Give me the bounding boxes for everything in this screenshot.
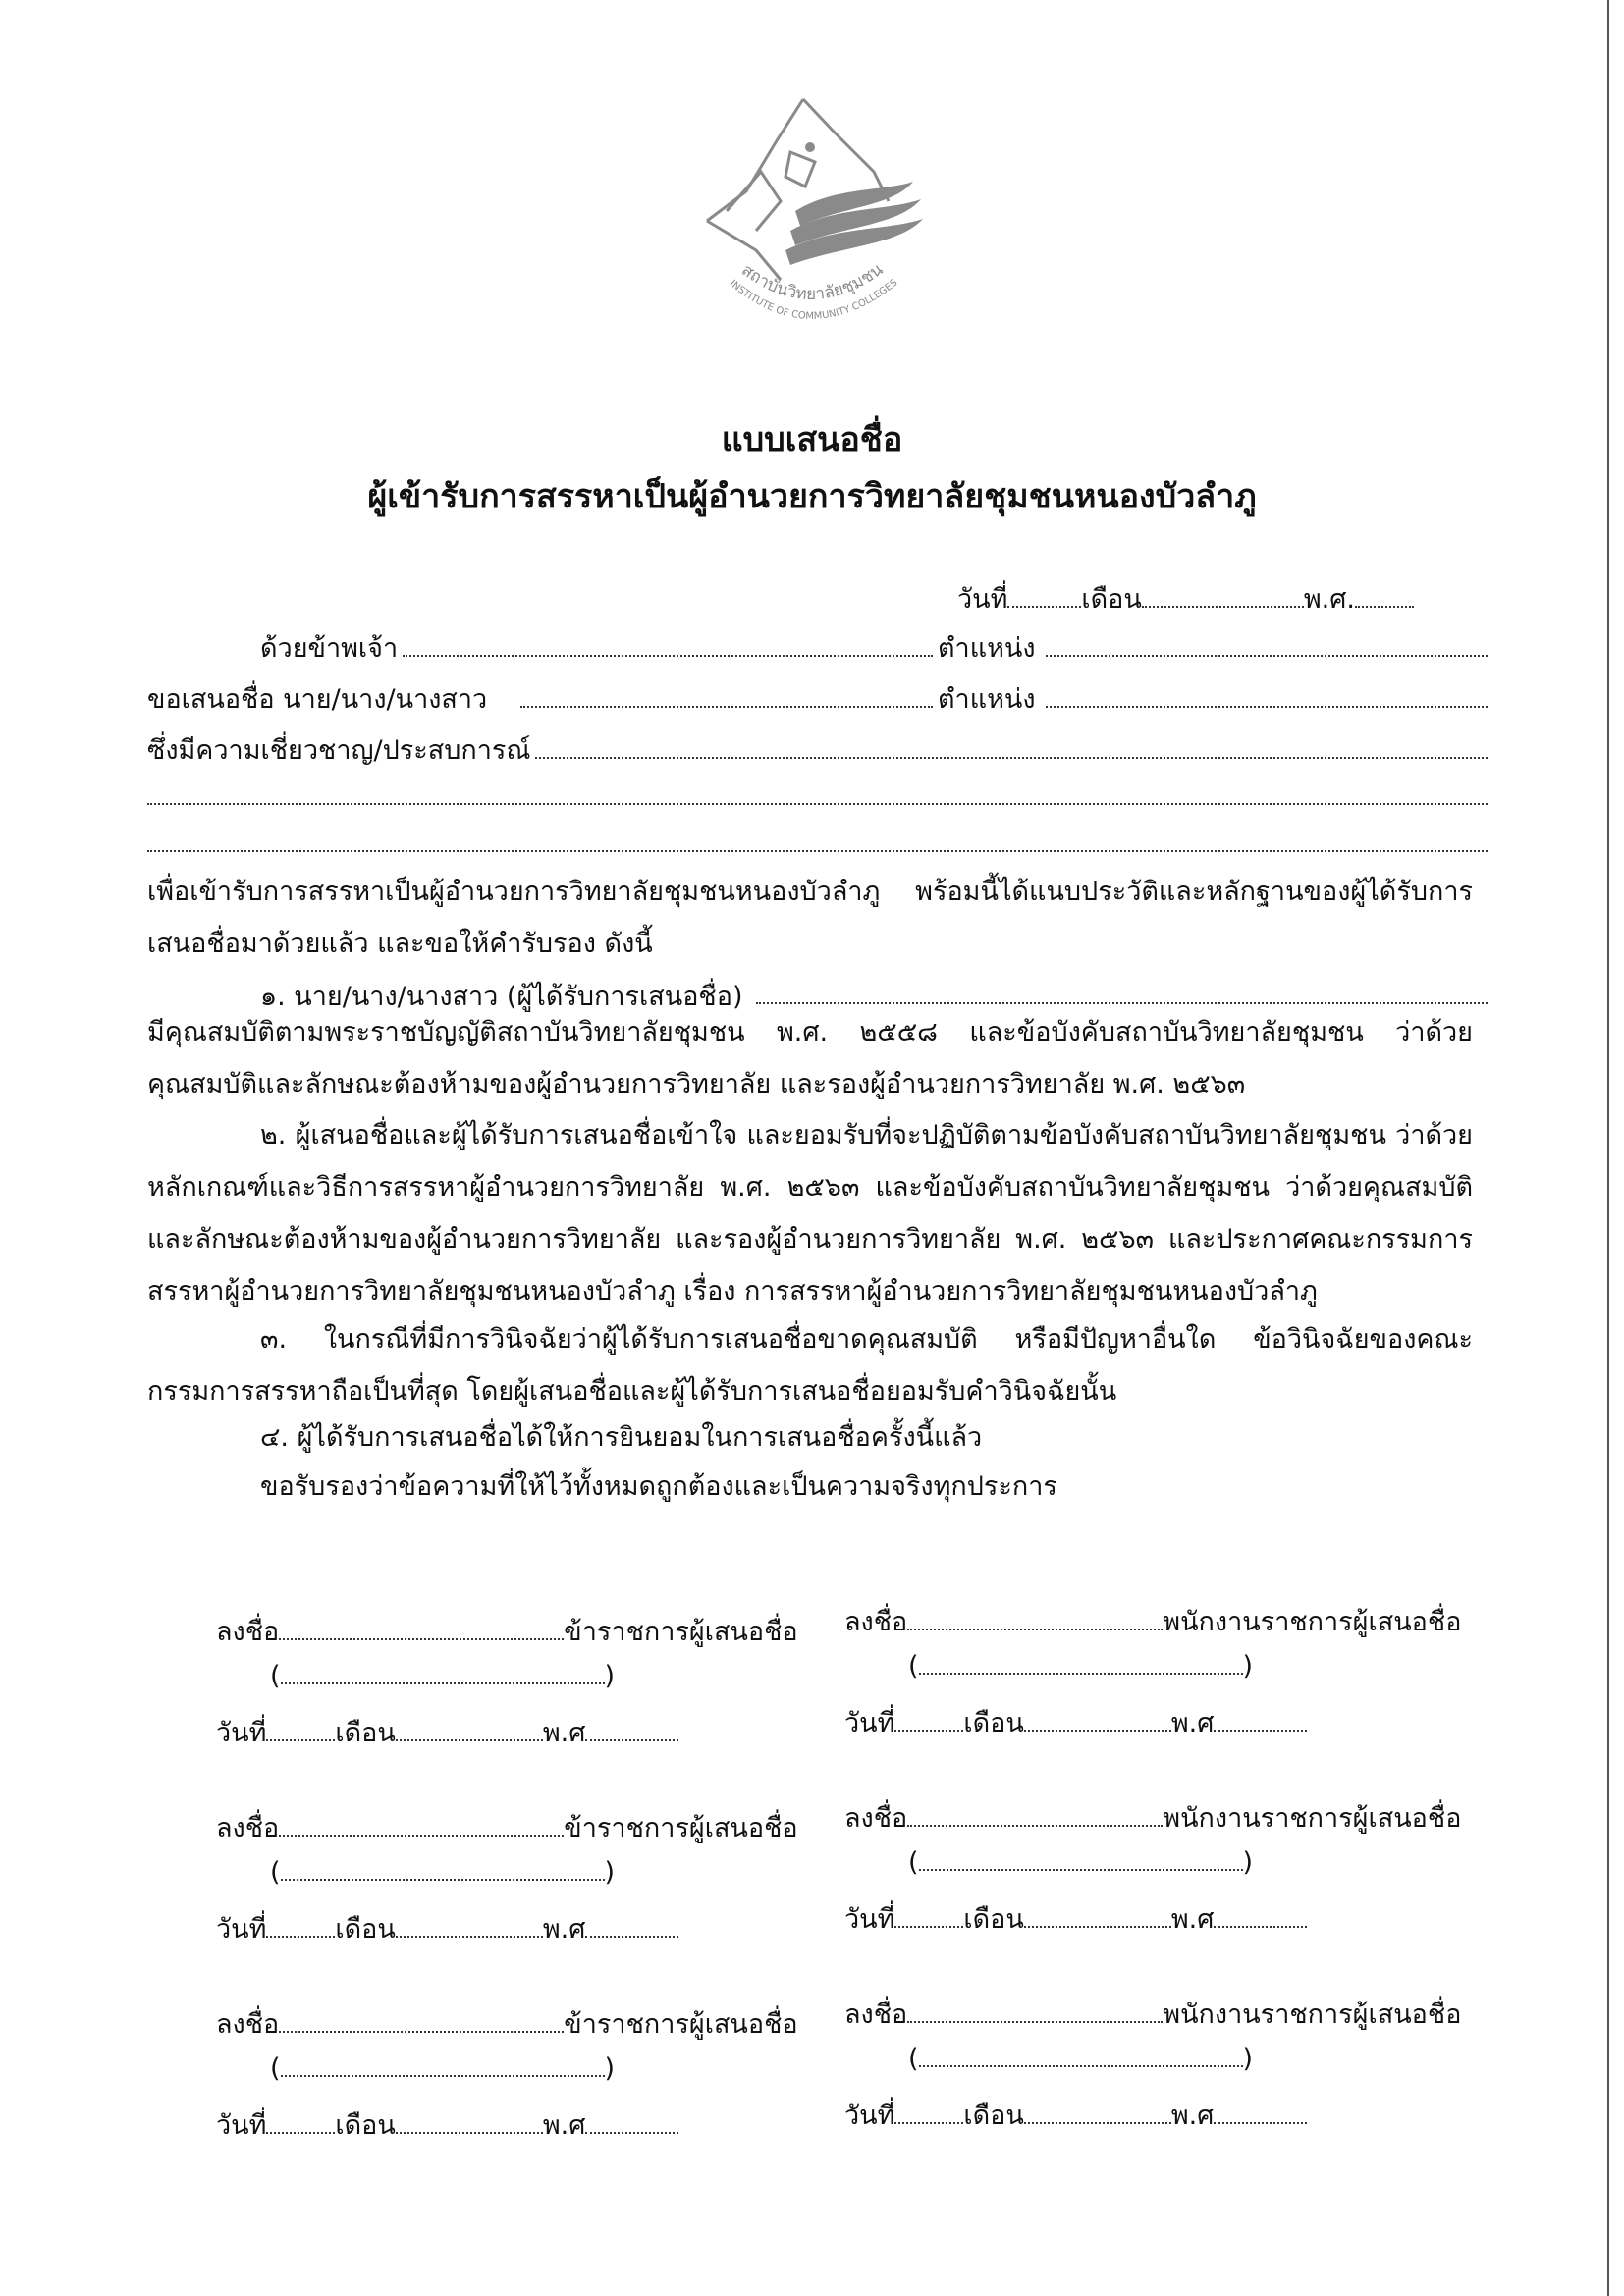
signer-role: พนักงานราชการผู้เสนอชื่อ (1163, 1607, 1462, 1637)
printed-name-field[interactable] (281, 1682, 605, 1684)
sig-year-field[interactable] (585, 2131, 678, 2134)
sign-label: ลงชื่อ (216, 1617, 280, 1647)
sig-month-field[interactable] (1024, 1729, 1171, 1732)
date-year-field[interactable] (1355, 605, 1414, 608)
purpose-paragraph: เพื่อเข้ารับการสรรหาเป็นผู้อำนวยการวิทยาลัยชุมชนหนองบัวลำภู พร้อมนี้ได้แนบประวัติและหลักฐานของผู้ได้รับการเสนอชื่อมาด้วยแล้ว และขอให้คำรับรอง ดังนี้ (147, 877, 1473, 959)
college-emblem-icon (687, 93, 933, 339)
sign-label: ลงชื่อ (216, 1813, 280, 1843)
item1-text: มีคุณสมบัติตามพระราชบัญญัติสถาบันวิทยาลัยชุมชน พ.ศ. ๒๕๕๘ และข้อบังคับสถาบันวิทยาลัยชุมชน ว่าด้วยคุณสมบัติและลักษณะต้องห้ามของผู้อำนวยการวิทยาลัย และรองผู้อำนวยการวิทยาลัย พ.ศ. ๒๕๖๓ (147, 1017, 1473, 1099)
sign-label: ลงชื่อ (844, 1803, 908, 1834)
sig-day-field[interactable] (894, 2121, 963, 2124)
signer-role: พนักงานราชการผู้เสนอชื่อ (1163, 1803, 1462, 1834)
signature-field[interactable] (279, 2030, 564, 2033)
sig-year-field[interactable] (1214, 1729, 1307, 1732)
sig-month-field[interactable] (396, 1935, 543, 1938)
date-year-label: พ.ศ. (1303, 584, 1355, 614)
svg-text:INSTITUTE OF COMMUNITY COLLEGE: INSTITUTE OF COMMUNITY COLLEGES (727, 277, 900, 323)
nominee-field[interactable] (520, 706, 933, 708)
sign-label: ลงชื่อ (844, 2000, 908, 2030)
proposer-field[interactable] (403, 655, 933, 657)
sig-day-field[interactable] (266, 2131, 335, 2134)
sign-label: ลงชื่อ (844, 1607, 908, 1637)
expertise-field-1[interactable] (535, 757, 1488, 759)
printed-name-field[interactable] (919, 1868, 1243, 1871)
sig-month-field[interactable] (396, 1738, 543, 1741)
sig-year-field[interactable] (585, 1738, 678, 1741)
signer-role: ข้าราชการผู้เสนอชื่อ (564, 2009, 798, 2040)
date-month-field[interactable] (1142, 605, 1304, 608)
position-field-2[interactable] (1046, 706, 1488, 708)
sig-year-field[interactable] (1214, 1925, 1307, 1928)
printed-name-field[interactable] (919, 2064, 1243, 2067)
printed-name-field[interactable] (919, 1672, 1243, 1675)
signer-role: ข้าราชการผู้เสนอชื่อ (564, 1617, 798, 1647)
printed-name-field[interactable] (281, 1878, 605, 1881)
item3-text: ๓. ในกรณีที่มีการวินิจฉัยว่าผู้ได้รับการเสนอชื่อขาดคุณสมบัติ หรือมีปัญหาอื่นใด ข้อวินิจฉัยของคณะกรรมการสรรหาถือเป็นที่สุด โดยผู้เสนอชื่อและผู้ได้รับการเสนอชื่อยอมรับคำวินิจฉัยนั้น (147, 1324, 1473, 1407)
date-month-label: เดือน (1081, 584, 1142, 614)
date-day-label: วันที่ (957, 584, 1008, 614)
form-title: แบบเสนอชื่อ (721, 420, 903, 459)
certify-text: ขอรับรองว่าข้อความที่ให้ไว้ทั้งหมดถูกต้องและเป็นความจริงทุกประการ (260, 1471, 1057, 1502)
position-field-1[interactable] (1046, 655, 1488, 657)
nominee-label: ขอเสนอชื่อ นาย/นาง/นางสาว (147, 684, 488, 715)
sig-month-field[interactable] (396, 2131, 543, 2134)
sig-month-field[interactable] (1024, 1925, 1171, 1928)
nominee-name-field[interactable] (756, 1002, 1488, 1004)
item1-label: ๑. นาย/นาง/นางสาว (ผู้ได้รับการเสนอชื่อ) (260, 982, 743, 1012)
sig-day-field[interactable] (894, 1729, 963, 1732)
expertise-label: ซึ่งมีความเชี่ยวชาญ/ประสบการณ์ (147, 735, 531, 766)
date-line (957, 577, 1414, 619)
sig-day-field[interactable] (894, 1925, 963, 1928)
sig-year-field[interactable] (1214, 2121, 1307, 2124)
sig-month-field[interactable] (1024, 2121, 1171, 2124)
sig-year-field[interactable] (585, 1935, 678, 1938)
position-label-1: ตำแหน่ง (938, 633, 1036, 664)
signer-role: พนักงานราชการผู้เสนอชื่อ (1163, 2000, 1462, 2030)
signature-field[interactable] (279, 1834, 564, 1837)
signature-field[interactable] (907, 1628, 1163, 1630)
form-subtitle: ผู้เข้ารับการสรรหาเป็นผู้อำนวยการวิทยาลัยชุมชนหนองบัวลำภู (367, 477, 1257, 516)
printed-name-field[interactable] (281, 2074, 605, 2077)
signature-field[interactable] (907, 1824, 1163, 1827)
signer-role: ข้าราชการผู้เสนอชื่อ (564, 1813, 798, 1843)
signature-field[interactable] (907, 2020, 1163, 2023)
item4-text: ๔. ผู้ได้รับการเสนอชื่อได้ให้การยินยอมในการเสนอชื่อครั้งนี้แล้ว (260, 1422, 983, 1453)
expertise-field-3[interactable] (147, 850, 1488, 852)
expertise-field-2[interactable] (147, 803, 1488, 805)
svg-text:สถาบันวิทยาลัยชุมชน: สถาบันวิทยาลัยชุมชน (737, 259, 888, 305)
sig-day-field[interactable] (266, 1738, 335, 1741)
sign-label: ลงชื่อ (216, 2009, 280, 2040)
proposer-label: ด้วยข้าพเจ้า (260, 633, 399, 664)
position-label-2: ตำแหน่ง (938, 684, 1036, 715)
signature-field[interactable] (279, 1637, 564, 1640)
sig-day-field[interactable] (266, 1935, 335, 1938)
date-day-field[interactable] (1007, 605, 1081, 608)
scan-edge-line (1607, 0, 1609, 2296)
item2-text: ๒. ผู้เสนอชื่อและผู้ได้รับการเสนอชื่อเข้าใจ และยอมรับที่จะปฏิบัติตามข้อบังคับสถาบันวิทยาลัยชุมชน ว่าด้วยหลักเกณฑ์และวิธีการสรรหาผู้อำนวยการวิทยาลัย พ.ศ. ๒๕๖๓ และข้อบังคับสถาบันวิทยาลัยชุมชน ว่าด้วยคุณสมบัติและลักษณะต้องห้ามของผู้อำนวยการวิทยาลัย และรองผู้อำนวยการวิทยาลัย พ.ศ. ๒๕๖๓ และประกาศคณะกรรมการสรรหาผู้อำนวยการวิทยาลัยชุมชนหนองบัวลำภู เรื่อง การสรรหาผู้อำนวยการวิทยาลัยชุมชนหนองบัวลำภู (147, 1120, 1473, 1307)
